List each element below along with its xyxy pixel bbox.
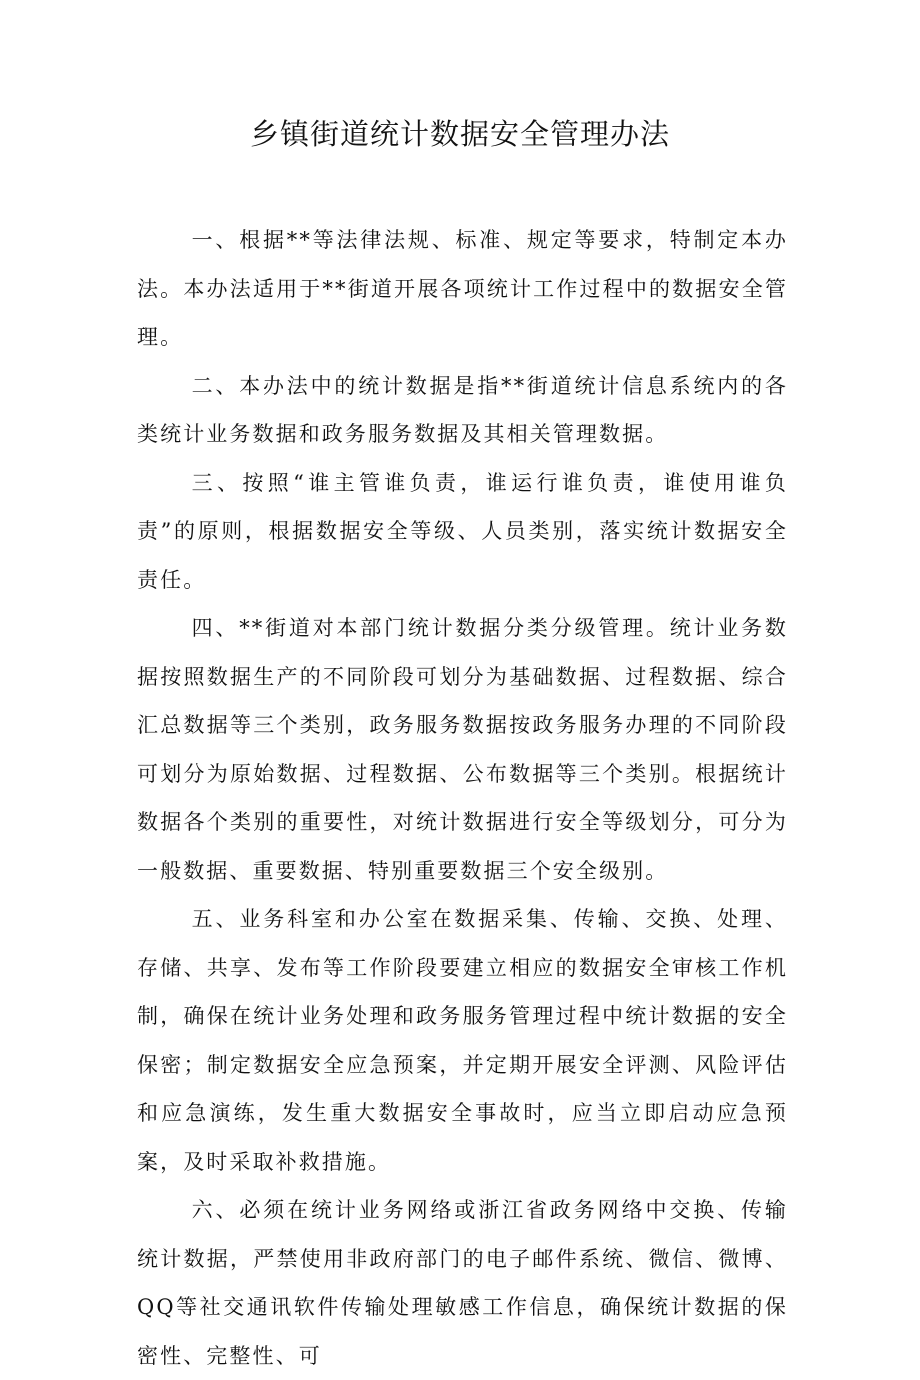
paragraph-3: 三、按照“谁主管谁负责，谁运行谁负责，谁使用谁负责”的原则，根据数据安全等级、人员类别，落实统计数据安全责任。 (137, 470, 788, 592)
paragraph-2: 二、本办法中的统计数据是指**街道统计信息系统内的各类统计业务数据和政务服务数据及其相关管理数据。 (137, 373, 788, 446)
paragraph-4: 四、**街道对本部门统计数据分类分级管理。统计业务数据按照数据生产的不同阶段可划分为基础数据、过程数据、综合汇总数据等三个类别，政务服务数据按政务服务办理的不同阶段可划分为原始数据、过程数据、公布数据等三个类别。根据统计数据各个类别的重要性，对统计数据进行安全等级划分，可分为一般数据、重要数据、特别重要数据三个安全级别。 (137, 616, 788, 883)
document-title: 乡镇街道统计数据安全管理办法 (249, 117, 670, 151)
paragraph-1: 一、根据**等法律法规、标准、规定等要求，特制定本办法。本办法适用于**街道开展各项统计工作过程中的数据安全管理。 (137, 228, 788, 349)
paragraph-5: 五、业务科室和办公室在数据采集、传输、交换、处理、存储、共享、发布等工作阶段要建立相应的数据安全审核工作机制，确保在统计业务处理和政务服务管理过程中统计数据的安全保密；制定数据安全应急预案，并定期开展安全评测、风险评估和应急演练，发生重大数据安全事故时，应当立即启动应急预案，及时采取补救措施。 (137, 907, 788, 1174)
paragraph-6: 六、必须在统计业务网络或浙江省政务网络中交换、传输统计数据，严禁使用非政府部门的电子邮件系统、微信、微博、QQ等社交通讯软件传输处理敏感工作信息，确保统计数据的保密性、完整性、可 (137, 1198, 788, 1368)
document-body (137, 216, 788, 1380)
